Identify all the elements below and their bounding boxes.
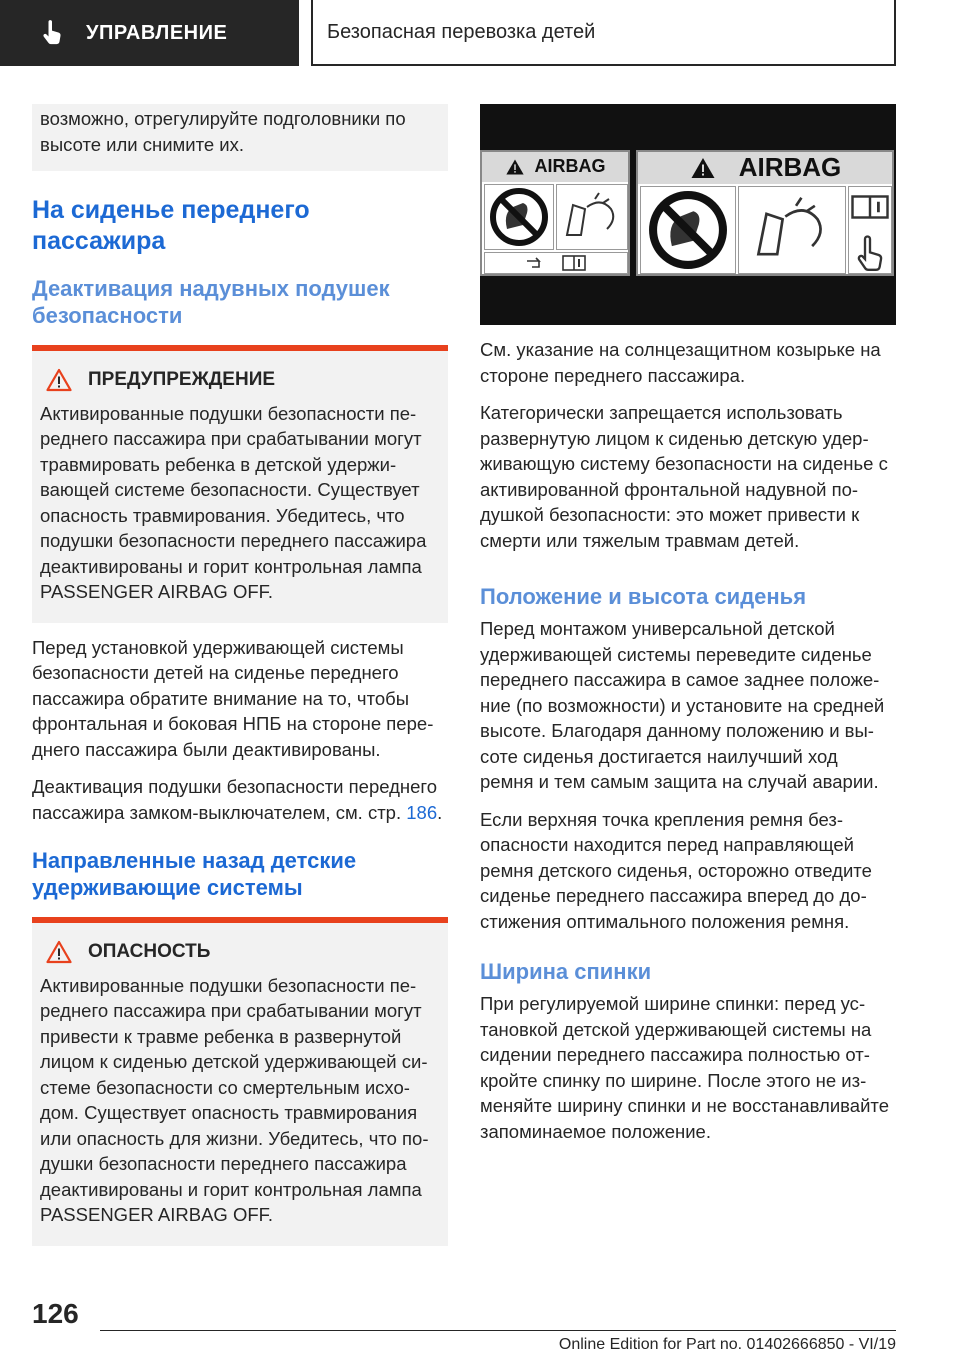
- page-link-186[interactable]: 186: [406, 801, 438, 823]
- warning-triangle-icon: [689, 156, 717, 180]
- hand-pointer-icon: [526, 256, 548, 270]
- airbag-deploy-icon: [739, 187, 845, 273]
- danger-text: Активированные подушки безопасности переднего пассажира при срабатывании могут привести к травме ребенка в развернутой лицом к сиденью детской удерживающей системе безопасности со смертельным исходом. Существует опасность травмирования или опасность для жизни. Убедитесь, что подушки безопасности переднего пассажира деактивированы и горит контрольная лампа PASSENGER AIRBAG OFF.: [40, 974, 429, 1225]
- continued-note-box: [32, 104, 448, 171]
- manual-book-icon: [849, 187, 891, 227]
- paragraph-backrest-width: При регулируемой ширине спинки: перед установкой детской удерживающей системы на сидении переднего пассажира полностью откройте спинку по ширине. После этого не изменяйте ширину спинки и не восстанавливайте запоминаемое положение.: [480, 993, 889, 1142]
- warning-text: Активированные подушки безопасности переднего пассажира при срабатывании могут травмировать ребенка в детской удерживающей системе безопасности. Существует опасность травмирования. Убедитесь, что подушки безопасности переднего пассажира деактивированы и горит контрольная лампа PASSENGER AIRBAG OFF.: [40, 402, 427, 602]
- paragraph-belt-anchor: Если верхняя точка крепления ремня безопасности находится перед направляющей ремня детского сиденья, осторожно отведите сиденье переднего пассажира вперед до достижения оптимального положения ремня.: [480, 808, 872, 932]
- warning-triangle-icon: [46, 368, 72, 392]
- warning-triangle-icon: [46, 940, 72, 964]
- no-child-seat-icon: [641, 187, 735, 273]
- warning-title: ПРЕДУПРЕЖДЕНИЕ: [88, 369, 276, 390]
- danger-title: ОПАСНОСТЬ: [88, 941, 211, 962]
- heading-seat-position: Положение и высота сиденья: [480, 584, 807, 609]
- hand-pointer-icon: [849, 234, 891, 274]
- airbag-warning-labels-image: [480, 104, 896, 325]
- left-column: [32, 104, 448, 1246]
- heading-deactivation: Деактивация надувных подушек безопасности: [32, 276, 390, 328]
- heading-rear-facing: Направленные назад детские удерживающие системы: [32, 848, 357, 900]
- chapter-title-box: [311, 0, 896, 66]
- footer-rule: [100, 1330, 896, 1331]
- paragraph-before-install: Перед установкой удерживающей системы безопасности детей на сиденье переднего пассажира обратите внимание на то, чтобы фронтальная и боковая НПБ на стороне переднего пассажира были деактивированы.: [32, 636, 434, 760]
- footer-edition: Online Edition for Part no. 01402666850 - VI/19: [558, 1336, 896, 1353]
- airbag-label-small: [480, 150, 630, 276]
- right-column: [480, 104, 896, 1144]
- paragraph-sun-visor: См. указание на солнцезащитном козырьке на стороне переднего пассажира.: [480, 339, 881, 386]
- airbag-label-text-small: AIRBAG: [534, 156, 606, 177]
- paragraph-deactivation-ref: Деактивация подушки безопасности переднего пассажира замком-выключателем, см. стр. 186.: [32, 776, 443, 823]
- warning-triangle-icon: [505, 158, 525, 176]
- paragraph-seat-position: Перед монтажом универсальной детской удерживающей системы переведите сиденье переднего пассажира в самое заднее положение (по возможности) и установите на средней высоте. Благодаря данному положению и высоте сиденья достигается наилучший ход ремня и тем самым защита на случай аварии.: [480, 618, 885, 792]
- manual-book-icon: [562, 255, 586, 271]
- warning-box: [32, 351, 448, 623]
- chapter-title: Безопасная перевозка детей: [327, 20, 596, 43]
- danger-box: [32, 923, 448, 1246]
- intro-text: возможно, отрегулируйте подголовники по высоте или снимите их.: [40, 108, 406, 155]
- page-number: 126: [32, 1298, 79, 1329]
- airbag-label-text-large: AIRBAG: [738, 152, 842, 183]
- airbag-label-large: [636, 150, 894, 276]
- heading-front-seat: На сиденье переднего пассажира: [32, 196, 310, 255]
- hand-pointer-icon: [38, 19, 66, 47]
- no-child-seat-icon: [485, 185, 553, 249]
- airbag-deploy-icon: [557, 185, 627, 249]
- paragraph-prohibition: Категорически запрещается использовать развернутую лицом к сиденью детскую удерживающую систему безопасности на сиденье с активированной фронтальной надувной подушкой безопасности: это может привести к смерти или тяжелым травмам детей.: [480, 402, 888, 551]
- heading-backrest-width: Ширина спинки: [480, 959, 652, 984]
- section-tab[interactable]: [0, 0, 299, 66]
- section-title: УПРАВЛЕНИЕ: [86, 21, 228, 44]
